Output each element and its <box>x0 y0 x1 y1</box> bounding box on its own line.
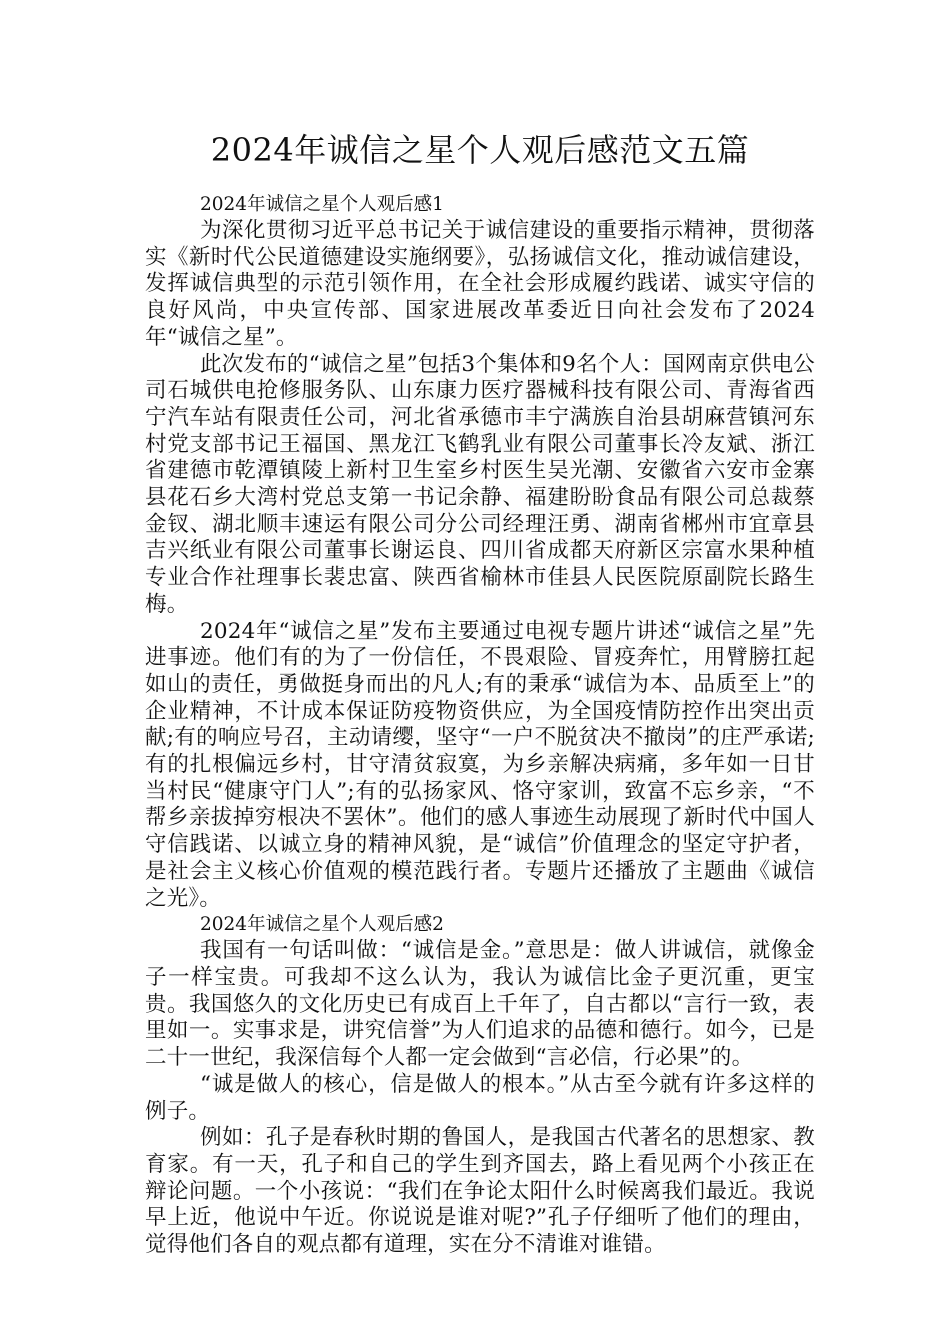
section-heading: 2024年诚信之星个人观后感1 <box>200 194 444 215</box>
paragraph: 例如：孔子是春秋时期的鲁国人，是我国古代著名的思想家、教育家。有一天，孔子和自己的学生到齐国去，路上看见两个小孩正在辩论问题。一个小孩说：“我们在争论太阳什么时候离我们最近。我说早上近，他说中午近。你说说是谁对呢?”孔子仔细听了他们的理由，觉得他们各自的观点都有道理，实在分不清谁对谁错。 <box>145 1125 815 1258</box>
paragraph: 为深化贯彻习近平总书记关于诚信建设的重要指示精神，贯彻落实《新时代公民道德建设实施纲要》，弘扬诚信文化，推动诚信建设，发挥诚信典型的示范引领作用，在全社会形成履约践诺、诚实守信的良好风尚，中央宣传部、国家进展改革委近日向社会发布了2024年“诚信之星”。 <box>145 218 815 350</box>
paragraph: 2024年“诚信之星”发布主要通过电视专题片讲述“诚信之星”先进事迹。他们有的为了一份信任，不畏艰险、冒疫奔忙，用臂膀扛起如山的责任，勇做挺身而出的凡人;有的秉承“诚信为本、品质至上”的企业精神，不计成本保证防疫物资供应，为全国疫情防控作出突出贡献;有的响应号召，主动请缨，坚守“一户不脱贫决不撤岗”的庄严承诺;有的扎根偏远乡村，甘守清贫寂寞，为乡亲解决病痛，多年如一日甘当村民“健康守门人”;有的弘扬家风、恪守家训，致富不忘乡亲，“不帮乡亲拔掉穷根决不罢休”。他们的感人事迹生动展现了新时代中国人守信践诺、以诚立身的精神风貌，是“诚信”价值理念的坚定守护者，是社会主义核心价值观的模范践行者。专题片还播放了主题曲《诚信之光》。 <box>145 618 815 911</box>
section-1 <box>145 192 815 912</box>
section-2 <box>145 912 815 1258</box>
document-title: 2024年诚信之星个人观后感范文五篇 <box>210 131 750 169</box>
paragraph: 我国有一句话叫做：“诚信是金。”意思是：做人讲诚信，就像金子一样宝贵。可我却不这么认为，我认为诚信比金子更沉重，更宝贵。我国悠久的文化历史已有成百上千年了，自古都以“言行一致，表里如一。实事求是，讲究信誉”为人们追求的品德和德行。如今，已是二十一世纪，我深信每个人都一定会做到“言必信，行必果”的。 <box>145 938 815 1071</box>
section-heading: 2024年诚信之星个人观后感2 <box>200 914 444 936</box>
paragraph: 此次发布的“诚信之星”包括3个集体和9名个人：国网南京供电公司石城供电抢修服务队、山东康力医疗器械科技有限公司、青海省西宁汽车站有限责任公司，河北省承德市丰宁满族自治县胡麻营镇河东村党支部书记王福国、黑龙江飞鹤乳业有限公司董事长冷友斌、浙江省建德市乾潭镇陵上新村卫生室乡村医生吴光潮、安徽省六安市金寨县花石乡大湾村党总支第一书记余静、福建盼盼食品有限公司总裁蔡金钗、湖北顺丰速运有限公司分公司经理汪勇、湖南省郴州市宜章县吉兴纸业有限公司董事长谢运良、四川省成都天府新区宗富水果种植专业合作社理事长裴忠富、陕西省榆林市佳县人民医院原副院长路生梅。 <box>145 351 815 617</box>
paragraph: “诚是做人的核心，信是做人的根本。”从古至今就有许多这样的例子。 <box>145 1071 815 1124</box>
document-page <box>145 120 815 1259</box>
